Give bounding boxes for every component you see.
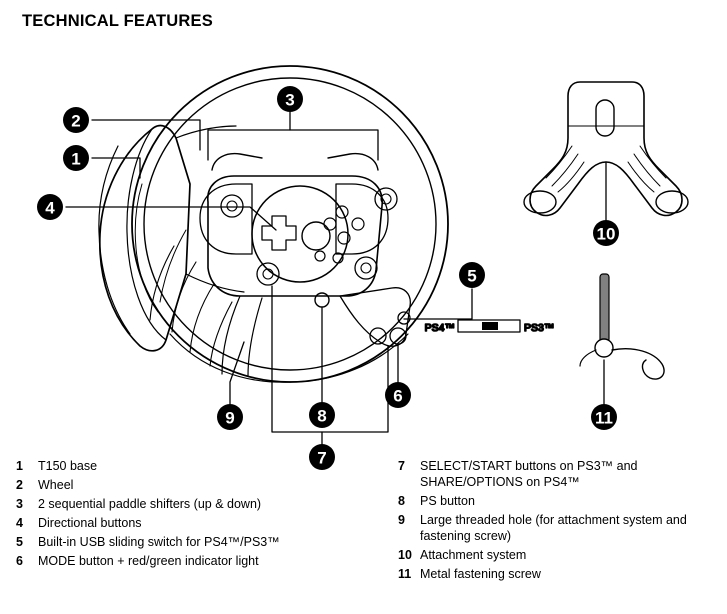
legend-item (16, 458, 396, 474)
page-title: TECHNICAL FEATURES (22, 12, 213, 30)
legend-item (398, 458, 718, 490)
svg-text:8: 8 (317, 406, 327, 426)
svg-text:4: 4 (45, 198, 55, 218)
legend-item-number: 4 (16, 516, 23, 530)
callout-6 (385, 382, 411, 408)
callout-11 (591, 404, 617, 430)
usb-sliding-switch (458, 320, 520, 332)
callout-4 (37, 194, 63, 220)
legend-item-number: 1 (16, 459, 23, 473)
svg-text:1: 1 (71, 149, 81, 169)
legend-item-number: 8 (398, 494, 405, 508)
legend-item-number: 11 (398, 567, 412, 581)
legend-item-number: 9 (398, 513, 405, 527)
legend-item-number: 6 (16, 554, 23, 568)
legend-item-text: Metal fastening screw (420, 567, 541, 581)
legend-item (16, 477, 396, 493)
callout-markers (37, 86, 619, 470)
svg-text:3: 3 (285, 90, 295, 110)
legend-item-number: 5 (16, 535, 23, 549)
legend-item-number: 2 (16, 478, 23, 492)
svg-text:5: 5 (467, 266, 477, 286)
legend-item-text: PS button (420, 494, 475, 508)
legend-item-text: Attachment system (420, 548, 527, 562)
legend-item-text: SELECT/START buttons on PS3™ and SHARE/OPTIONS on PS4™ (420, 459, 638, 489)
legend-item (398, 547, 718, 563)
callout-10 (593, 220, 619, 246)
legend-item (16, 496, 396, 512)
legend-item-text: Directional buttons (38, 516, 142, 530)
callout-3 (277, 86, 303, 112)
callout-9 (217, 404, 243, 430)
legend-item (16, 515, 396, 531)
racing-wheel-illustration (99, 66, 520, 382)
legend-item (16, 553, 396, 569)
legend-item-text: MODE button + red/green indicator light (38, 554, 259, 568)
legend-item (398, 512, 718, 544)
svg-text:6: 6 (393, 386, 403, 406)
legend-item (398, 566, 718, 582)
legend-column-left (16, 458, 396, 572)
legend-item-number: 3 (16, 497, 23, 511)
legend-item (398, 493, 718, 509)
svg-text:11: 11 (595, 408, 613, 428)
legend (0, 458, 727, 614)
ps-button (315, 293, 329, 307)
legend-item-text: 2 sequential paddle shifters (up & down) (38, 497, 262, 511)
switch-label-ps4: PS4™ (424, 322, 455, 334)
legend-item-number: 7 (398, 459, 405, 473)
svg-text:7: 7 (317, 448, 327, 468)
svg-text:2: 2 (71, 111, 81, 131)
legend-column-right (398, 458, 718, 585)
legend-item (16, 534, 396, 550)
legend-item-text: Wheel (38, 478, 74, 492)
svg-text:10: 10 (596, 224, 616, 244)
switch-label-ps3: PS3™ (524, 322, 555, 334)
legend-item-text: T150 base (38, 459, 98, 473)
callout-8 (309, 402, 335, 428)
directional-buttons (262, 216, 296, 250)
callout-5 (459, 262, 485, 288)
legend-item-text: Large threaded hole (for attachment system and fastening screw) (420, 513, 687, 543)
fastening-screw-illustration (580, 274, 664, 379)
callout-2 (63, 107, 89, 133)
svg-text:9: 9 (225, 408, 235, 428)
callout-1 (63, 145, 89, 171)
legend-item-text: Built-in USB sliding switch for PS4™/PS3™ (38, 535, 280, 549)
legend-item-number: 10 (398, 548, 412, 562)
